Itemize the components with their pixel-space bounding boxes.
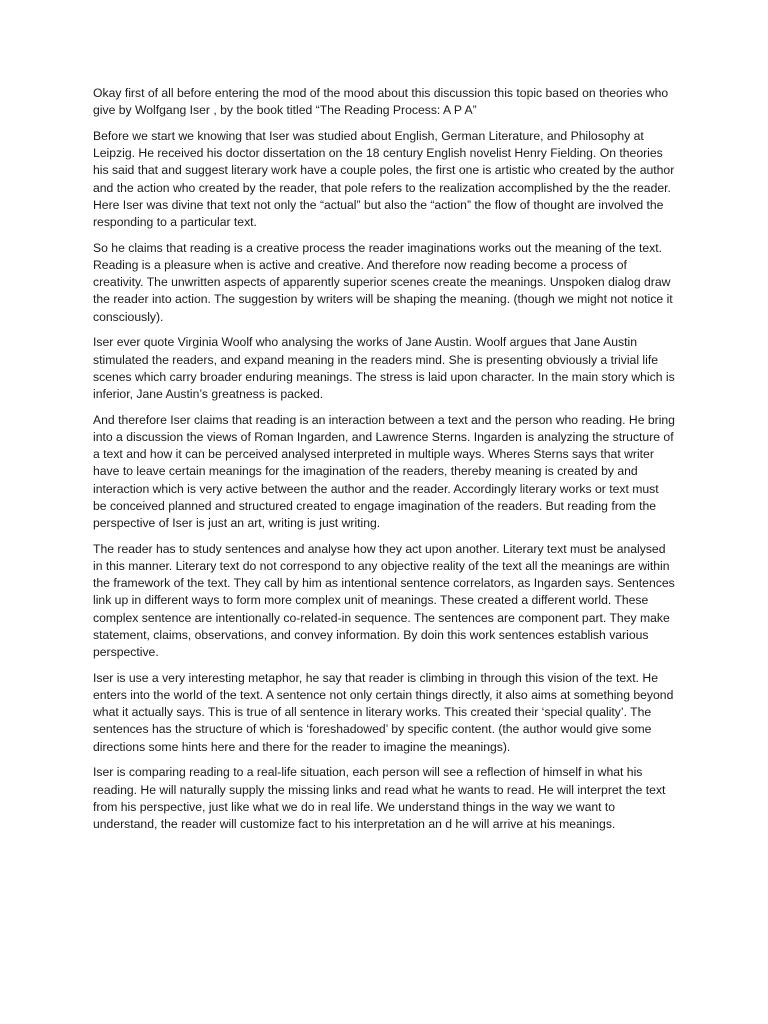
paragraph-interaction: And therefore Iser claims that reading is an interaction between a text and the person who reading. He bring into a discussion the views of Roman Ingarden, and Lawrence Sterns. Ingarden is analyzing the structure of a text and how it can be perceived analysed interpreted in multiple ways. Wheres Sterns says that writer have to leave certain meanings for the imagination of the readers, thereby meaning is created by and interaction which is very active between the author and the reader. Accordingly literary works or text must be conceived planned and structured created to engage imagination of the readers. But reading from the perspective of Iser is just an art, writing is just writing. — [93, 412, 675, 531]
paragraph-intro: Okay first of all before entering the mod of the mood about this discussion this topic based on theories who give by Wolfgang Iser , by the book titled “The Reading Process: A P A” — [93, 86, 669, 118]
paragraph-real-life: Iser is comparing reading to a real-life situation, each person will see a reflection of himself in what his reading. He will naturally supply the missing links and read what he wants to read. He will interpret the text from his perspective, just like what we do in real life. We understand things in the way we want to understand, the reader will customize fact to his interpretation an d he will arrive at his meanings. — [93, 765, 666, 832]
paragraph-metaphor: Iser is use a very interesting metaphor, he say that reader is climbing in through this vision of the text. He enters into the world of the text. A sentence not only certain things directly, it also aims at something beyond what it actually says. This is true of all sentence in literary works. This created their ‘special quality’. The sentences has the structure of which is ‘foreshadowed’ by specific content. (the author would give some directions some hints here and there for the reader to imagine the meanings). — [93, 670, 674, 754]
paragraph-sentences: The reader has to study sentences and analyse how they act upon another. Literary text must be analysed in this manner. Literary text do not correspond to any objective reality of the text all the meanings are within the framework of the text. They call by him as intentional sentence correlators, as Ingarden says. Sentences link up in different ways to form more complex unit of meanings. These created a different world. These complex sentence are intentionally co-related-in sequence. The sentences are component part. They make statement, claims, observations, and convey information. By doin this work sentences establish various perspective. — [93, 541, 675, 660]
paragraph-virginia-woolf: Iser ever quote Virginia Woolf who analysing the works of Jane Austin. Woolf argues that Jane Austin stimulated the readers, and expand meaning in the readers mind. She is presenting obviously a trivial life scenes which carry broader enduring meanings. The stress is laid upon character. In the main story which is inferior, Jane Austin’s greatness is packed. — [93, 335, 675, 402]
paragraph-creative-process: So he claims that reading is a creative process the reader imaginations works out the meaning of the text. Reading is a pleasure when is active and creative. And therefore now reading become a process of creativity. The unwritten aspects of apparently superior scenes create the meanings. Unspoken dialog draw the reader into action. The suggestion by writers will be shaping the meaning. (though we might not notice it consciously). — [93, 240, 673, 324]
document-body — [93, 85, 675, 842]
paragraph-iser-background: Before we start we knowing that Iser was studied about English, German Literature, and Philosophy at Leipzig. He received his doctor dissertation on the 18 century English novelist Henry Fielding. On theories his said that and suggest literary work have a couple poles, the first one is artistic who created by the author and the action who created by the reader, that pole refers to the realization accomplished by the the reader. Here Iser was divine that text not only the “actual” but also the “action” the flow of thought are involved the responding to a particular text. — [93, 129, 675, 230]
